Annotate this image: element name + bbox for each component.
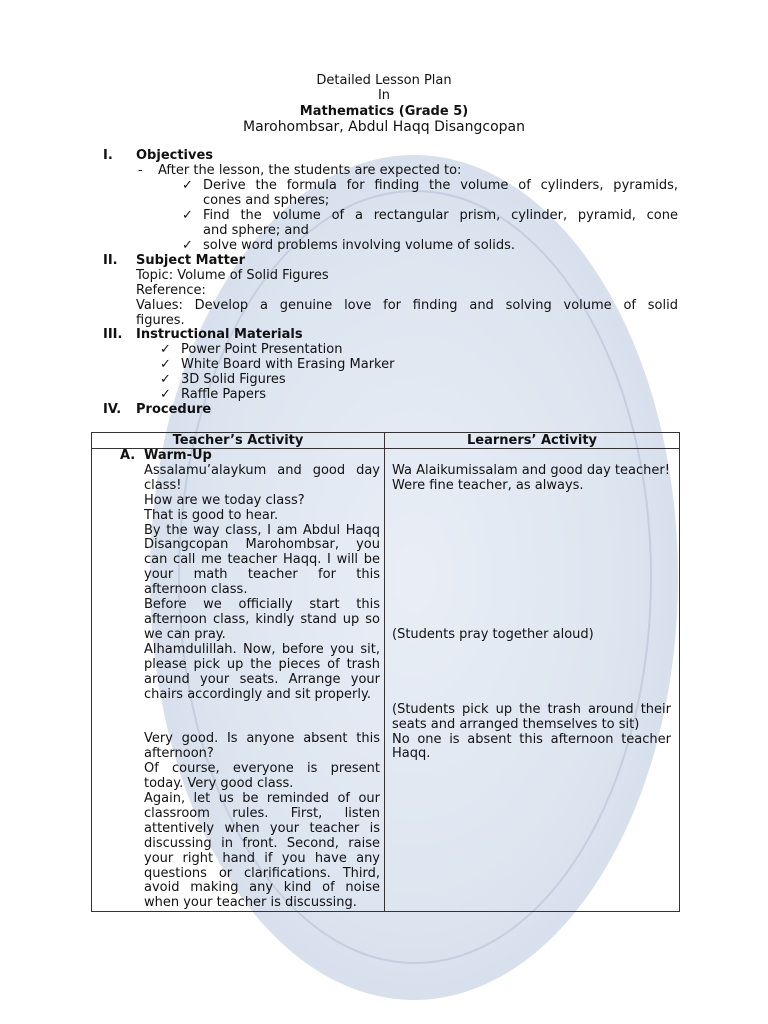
- values-line: Values: Develop a genuine love for finding and solving volume of solid: [136, 298, 678, 313]
- teacher-activity-cell: [92, 449, 385, 912]
- learner-line: (Students pick up the trash around their seats and arranged themselves to sit): [392, 701, 671, 732]
- objective-item-line: cones and spheres;: [203, 193, 330, 208]
- checkmark-icon: ✓: [160, 357, 171, 372]
- table-row: [92, 449, 680, 912]
- topic-line: Topic: Volume of Solid Figures: [136, 268, 329, 283]
- teacher-line: Of course, everyone is present today. Very good class.: [144, 761, 380, 792]
- teacher-line: Again, let us be reminded of our classroom rules. First, listen attentively when your teacher is discussing in front. Second, raise your right hand if you have any questions or clarifications. Third, avoid making any kind of noise when your teacher is discussing.: [144, 791, 380, 911]
- checkmark-icon: ✓: [160, 342, 171, 357]
- procedure-table: [91, 432, 680, 912]
- material-item: 3D Solid Figures: [181, 372, 286, 387]
- teacher-line: By the way class, I am Abdul Haqq Disangcopan Marohombsar, you can call me teacher Haqq. I will be your math teacher for this afternoon class.: [144, 522, 380, 598]
- learner-line: Wa Alaikumissalam and good day teacher!: [392, 463, 670, 478]
- warmup-label: Warm-Up: [144, 448, 212, 463]
- section-numeral: II.: [103, 253, 118, 268]
- objective-item-line: and sphere; and: [203, 223, 309, 238]
- material-item: Power Point Presentation: [181, 342, 343, 357]
- teacher-line: That is good to hear.: [144, 507, 279, 523]
- section-numeral: I.: [103, 148, 113, 163]
- section-heading: Procedure: [136, 402, 212, 417]
- values-line: figures.: [136, 313, 185, 328]
- objective-item-line: Find the volume of a rectangular prism, cylinder, pyramid, cone: [203, 208, 678, 223]
- teacher-line: Before we officially start this afternoon class, kindly stand up so we can pray.: [144, 597, 380, 642]
- spacer: [392, 643, 671, 703]
- warmup-heading: [120, 449, 380, 464]
- document-header: [0, 73, 768, 135]
- section-heading: Instructional Materials: [136, 327, 303, 342]
- section-heading: Objectives: [136, 148, 214, 163]
- checkmark-icon: ✓: [182, 238, 193, 253]
- teacher-line: Very good. Is anyone absent this afternoon?: [144, 731, 380, 762]
- objective-item-line: Derive the formula for finding the volume of cylinders, pyramids,: [203, 178, 678, 193]
- learner-activity-header: Learners’ Activity: [385, 433, 680, 449]
- teacher-line: Alhamdulillah. Now, before you sit, please pick up the pieces of trash around your seats. Arrange your chairs accordingly and sit properly.: [144, 641, 380, 702]
- dash-bullet: -: [138, 163, 143, 178]
- learner-line: Were fine teacher, as always.: [392, 477, 584, 493]
- document-title: Detailed Lesson Plan: [316, 73, 452, 88]
- reference-line: Reference:: [136, 283, 206, 298]
- checkmark-icon: ✓: [182, 178, 193, 193]
- teacher-line: How are we today class?: [144, 492, 305, 508]
- teacher-activity-header: Teacher’s Activity: [92, 433, 385, 449]
- checkmark-icon: ✓: [160, 387, 171, 402]
- learner-line: No one is absent this afternoon teacher Haqq.: [392, 731, 671, 762]
- checkmark-icon: ✓: [182, 208, 193, 223]
- material-item: Raffle Papers: [181, 387, 267, 402]
- teacher-line: Assalamu’alaykum and good day class!: [144, 462, 380, 493]
- learner-line: (Students pray together aloud): [392, 626, 594, 642]
- table-header-row: [92, 433, 680, 449]
- document-in: In: [377, 88, 391, 104]
- section-numeral: III.: [103, 327, 123, 342]
- section-heading: Subject Matter: [136, 253, 246, 268]
- objective-item-line: solve word problems involving volume of solids.: [203, 238, 516, 253]
- objectives-intro: After the lesson, the students are expected to:: [158, 163, 462, 178]
- section-numeral: IV.: [103, 402, 122, 417]
- spacer: [392, 449, 671, 464]
- checkmark-icon: ✓: [160, 372, 171, 387]
- warmup-letter: A.: [120, 448, 136, 463]
- document-author: Marohombsar, Abdul Haqq Disangcopan: [243, 118, 525, 135]
- document-subject: Mathematics (Grade 5): [299, 103, 469, 119]
- spacer: [392, 494, 671, 628]
- spacer: [144, 702, 380, 732]
- material-item: White Board with Erasing Marker: [181, 357, 395, 372]
- learner-activity-cell: [385, 449, 680, 912]
